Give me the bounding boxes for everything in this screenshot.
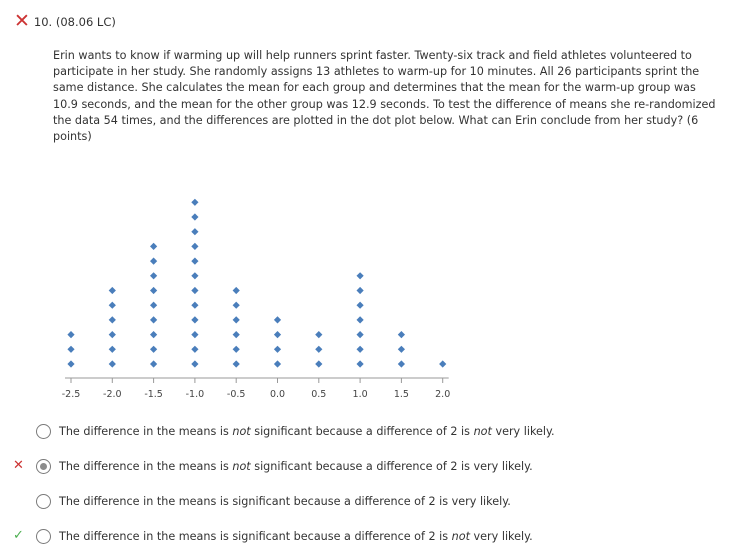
data-dot [439, 360, 446, 367]
data-dot [357, 302, 364, 309]
data-dot [398, 360, 405, 367]
data-dot [315, 360, 322, 367]
incorrect-x-icon: ✕ [14, 10, 30, 32]
answer-option-label [59, 424, 555, 439]
radio-button[interactable] [36, 494, 51, 509]
data-dot [150, 272, 157, 279]
emphasized-text: not [473, 425, 492, 438]
data-dot [150, 302, 157, 309]
data-dot [191, 213, 198, 220]
data-dot [150, 346, 157, 353]
data-dot [357, 316, 364, 323]
data-dot [315, 331, 322, 338]
data-dot [357, 272, 364, 279]
data-dot [357, 360, 364, 367]
data-dot [191, 258, 198, 265]
data-dot [398, 331, 405, 338]
data-dot [191, 243, 198, 250]
data-dot [357, 331, 364, 338]
option-text: The difference in the means is [59, 460, 233, 473]
data-dot [191, 199, 198, 206]
data-dot [109, 302, 116, 309]
data-dot [191, 272, 198, 279]
radio-button[interactable] [36, 529, 51, 544]
wrong-answer-x-icon: ✕ [13, 458, 24, 473]
option-text: The difference in the means is [59, 425, 233, 438]
option-text: very likely. [470, 530, 533, 543]
option-text: The difference in the means is significant because a difference of 2 is [59, 530, 452, 543]
x-tick-label: 2.0 [435, 389, 451, 400]
emphasized-text: not [232, 425, 251, 438]
data-dot [233, 360, 240, 367]
data-dot [150, 243, 157, 250]
answer-option-label [59, 459, 533, 474]
data-dot [274, 360, 281, 367]
data-dot [191, 331, 198, 338]
data-dot [150, 360, 157, 367]
option-text: significant because a difference of 2 is very likely. [250, 460, 533, 473]
answer-option-label [59, 529, 533, 544]
data-dot [191, 360, 198, 367]
data-dot [357, 346, 364, 353]
x-tick-label: 0.0 [269, 389, 286, 400]
x-tick-label: 1.5 [393, 389, 409, 400]
radio-button[interactable] [36, 459, 51, 474]
data-dot [67, 360, 74, 367]
data-dot [274, 346, 281, 353]
emphasized-text: not [232, 460, 251, 473]
answer-option-label [59, 494, 511, 509]
data-dot [150, 316, 157, 323]
option-text: The difference in the means is significant because a difference of 2 is very likely. [59, 495, 511, 508]
question-text: Erin wants to know if warming up will help runners sprint faster. Twenty-six track and field athletes volunteered to participate in her study. She randomly assigns 13 athletes to warm-up for 10 minutes. All 26 participants sprint the same distance. She calculates the mean for each group and determines that the mean for the warm-up group was 10.9 seconds, and the mean for the other group was 12.9 seconds. To test the difference of means she re-randomized the data 54 times, and the differences are plotted in the dot plot below. What can Erin conclude from her study? (6 points) [53, 49, 716, 144]
x-tick-label: 1.0 [352, 389, 368, 400]
data-dot [150, 287, 157, 294]
question-number: 10. (08.06 LC) [33, 14, 116, 29]
option-text: very likely. [491, 425, 555, 438]
data-dot [67, 346, 74, 353]
option-text: significant because a difference of 2 is [250, 425, 474, 438]
data-dot [398, 346, 405, 353]
data-dot [274, 331, 281, 338]
answer-option-1[interactable] [0, 424, 733, 444]
emphasized-text: not [451, 530, 470, 543]
data-dot [109, 331, 116, 338]
x-tick-label: -1.5 [144, 389, 163, 400]
data-dot [191, 287, 198, 294]
data-dot [191, 346, 198, 353]
data-dot [150, 331, 157, 338]
data-dot [191, 316, 198, 323]
data-dot [109, 346, 116, 353]
radio-button[interactable] [36, 424, 51, 439]
x-tick-label: -2.5 [61, 389, 81, 400]
data-dot [233, 302, 240, 309]
data-dot [109, 287, 116, 294]
data-dot [109, 316, 116, 323]
data-dot [233, 346, 240, 353]
x-tick-label: -1.0 [185, 389, 205, 400]
x-tick-label: -0.5 [226, 389, 246, 400]
data-dot [274, 316, 281, 323]
data-dot [233, 316, 240, 323]
data-dot [67, 331, 74, 338]
x-tick-label: -2.0 [103, 389, 122, 400]
data-dot [357, 287, 364, 294]
data-dot [233, 287, 240, 294]
answer-option-2[interactable] [0, 459, 733, 479]
data-dot [191, 302, 198, 309]
answer-option-3[interactable] [0, 494, 733, 514]
x-tick-label: 0.5 [311, 389, 327, 400]
data-dot [150, 258, 157, 265]
data-dot [109, 360, 116, 367]
data-dot [315, 346, 322, 353]
data-dot [233, 331, 240, 338]
correct-answer-check-icon: ✓ [13, 528, 24, 543]
data-dot [191, 228, 198, 235]
answer-option-4[interactable] [0, 529, 733, 549]
